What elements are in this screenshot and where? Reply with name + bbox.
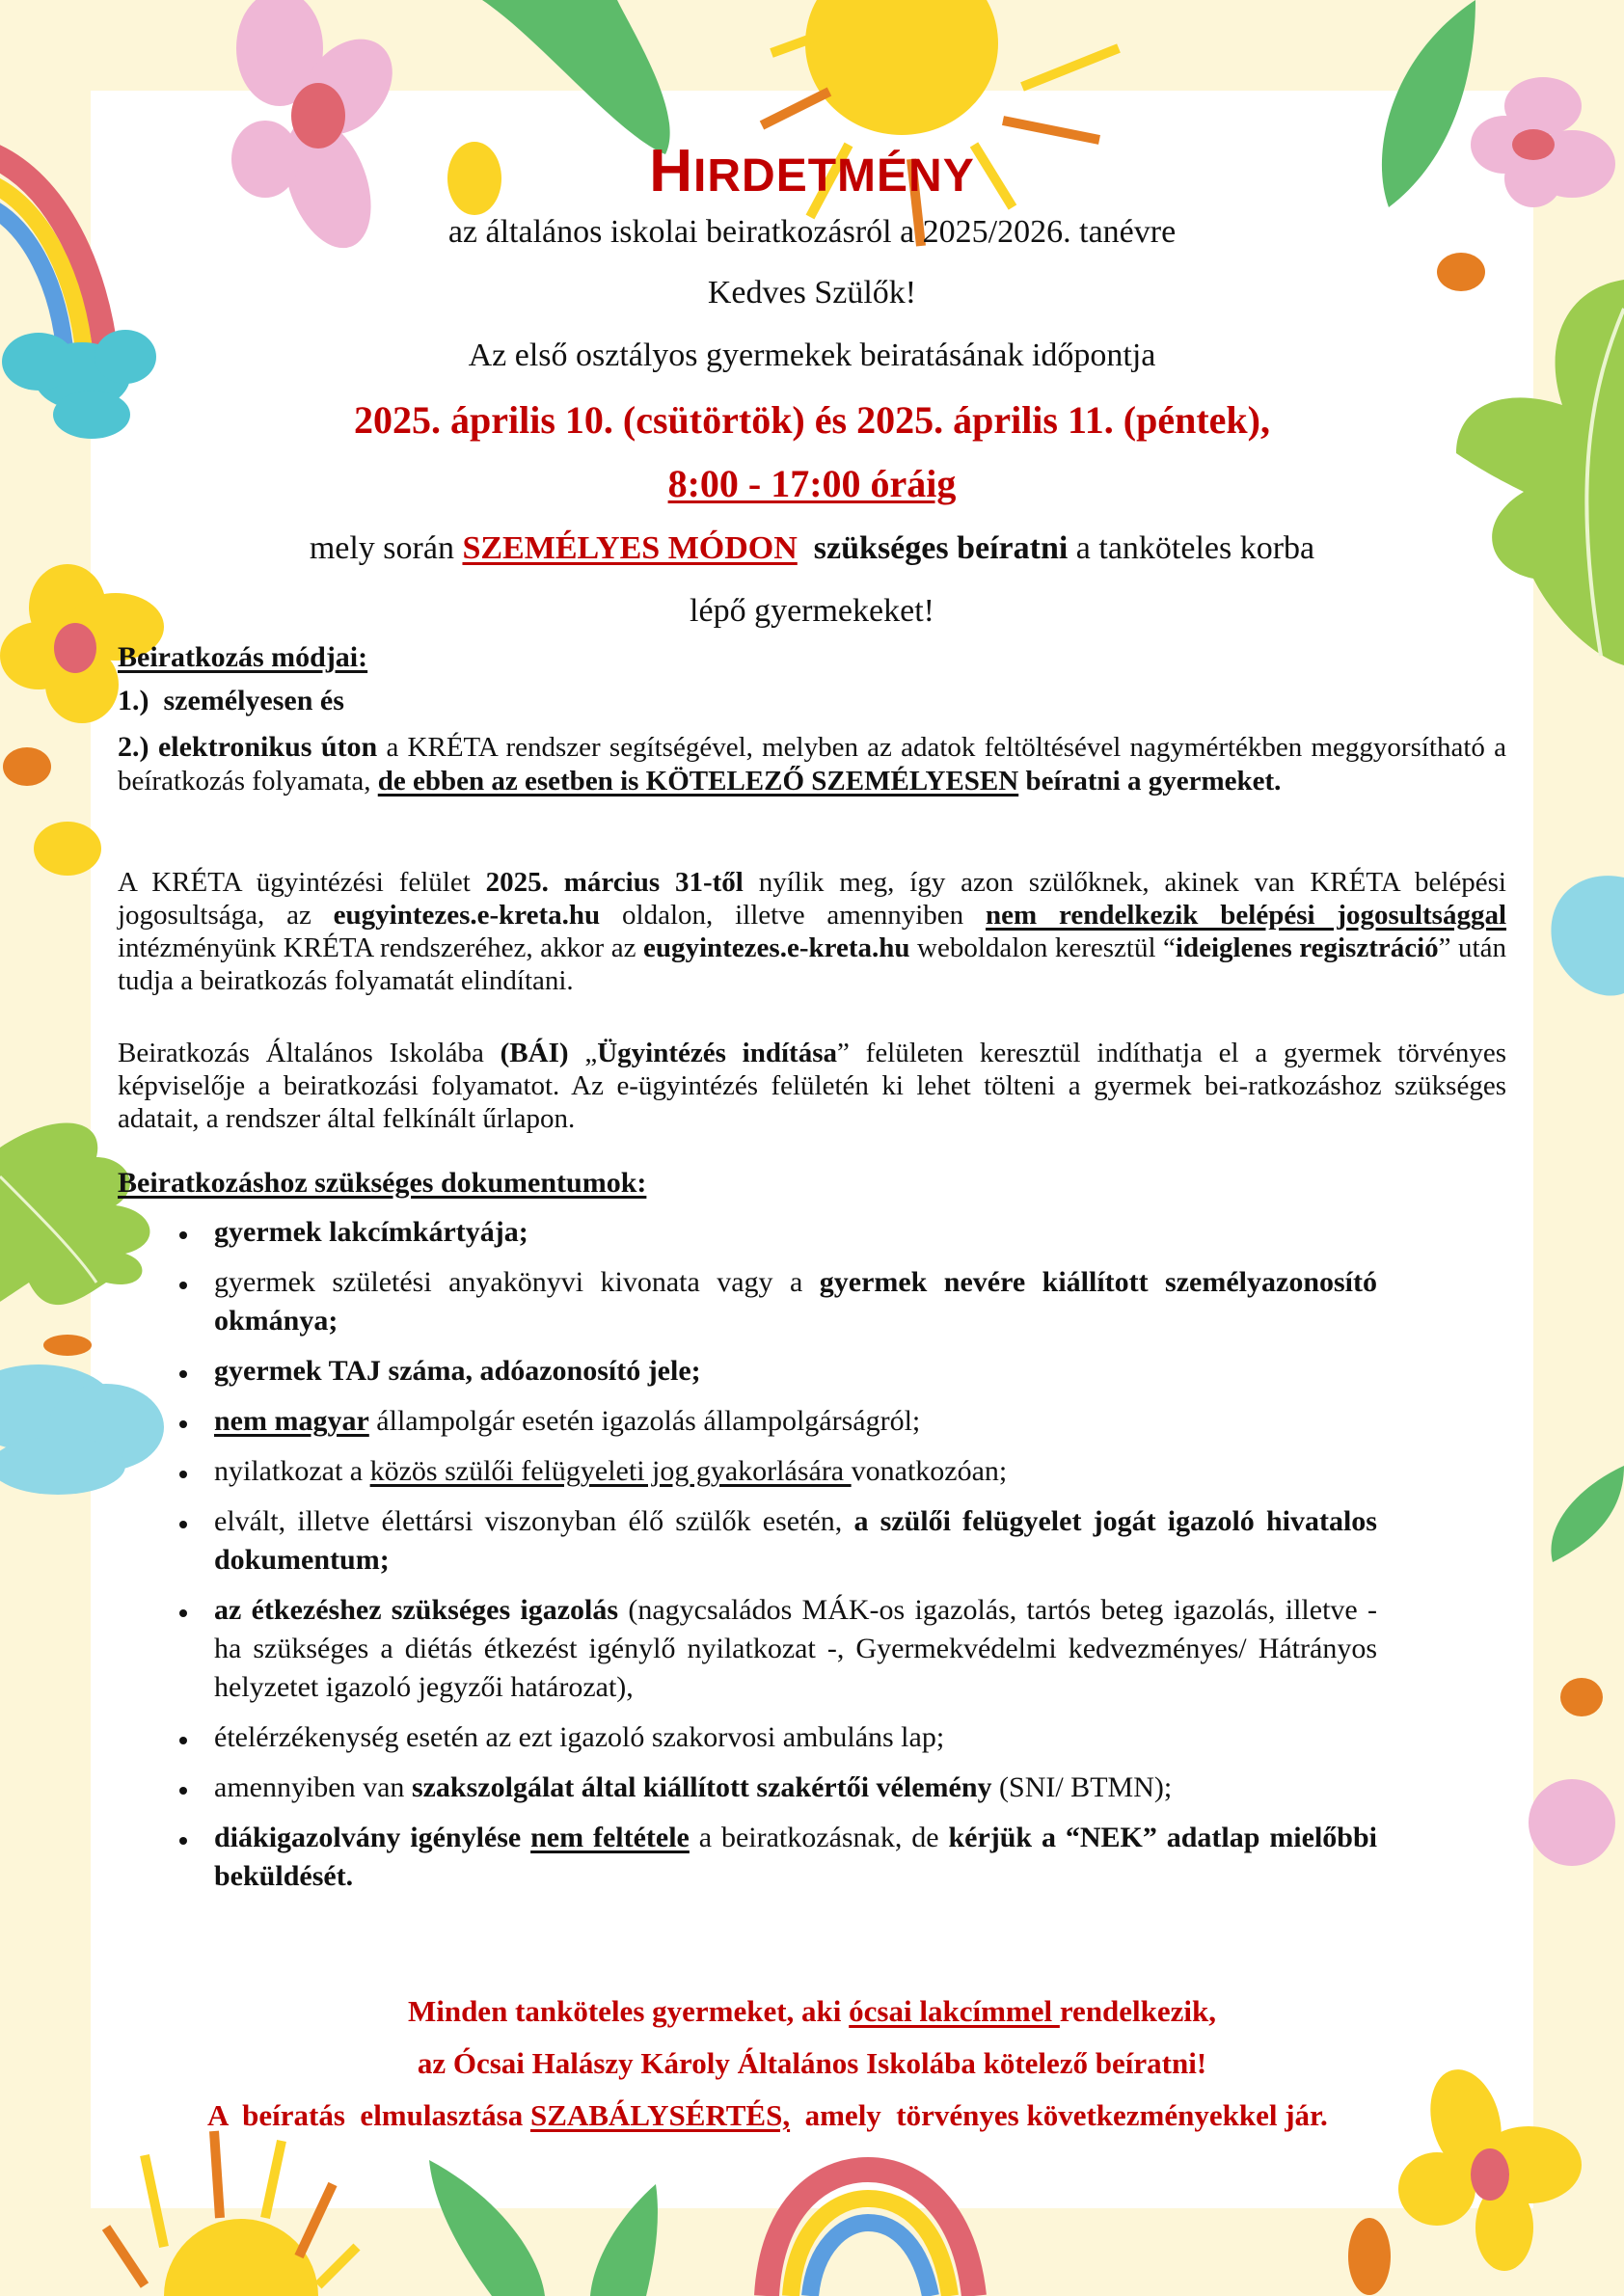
text-segment: „	[568, 1038, 598, 1068]
text-segment: ” után tudja a beiratkozás folyamatát elindítani.	[118, 932, 1506, 996]
personal-mode-emphasis: SZEMÉLYES MÓDON	[462, 530, 798, 566]
text-segment: ételérzékenység esetén az ezt igazoló szakorvosi ambuláns lap;	[214, 1721, 945, 1753]
violation-emphasis: SZABÁLYSÉRTÉS,	[529, 2098, 791, 2132]
enrollment-hours	[0, 461, 1624, 506]
footer-line-3: A beíratás elmulasztása SZABÁLYSÉRTÉS, amely törvényes következményekkel jár.	[207, 2098, 1328, 2132]
bai-paragraph	[118, 1037, 1506, 1135]
document-item	[214, 1591, 1377, 1707]
document-item	[214, 1213, 1377, 1252]
text-segment: eugyintezes.e-kreta.hu	[333, 900, 601, 931]
text-segment: gyermek születési anyakönyvi kivonata vagy a	[214, 1266, 820, 1298]
page-title: HIRDETMÉNY	[649, 138, 975, 204]
text-segment: nem rendelkezik belépési jogosultsággal	[985, 900, 1507, 931]
text-segment: elvált, illetve élettársi viszonyban élő szülők esetén,	[214, 1505, 854, 1537]
document-item	[214, 1769, 1377, 1807]
text-segment: (SNI/ BTMN);	[991, 1771, 1173, 1803]
text-segment: Beiratkozás Általános Iskolába	[118, 1038, 501, 1068]
text-segment: közös szülői felügyeleti jog gyakorlására	[369, 1455, 852, 1487]
text-segment: állampolgár esetén igazolás állampolgárságról;	[368, 1405, 921, 1437]
hours-text: 8:00 - 17:00 óráig	[667, 462, 957, 505]
method-2: 2.) elektronikus úton a KRÉTA rendszer segítségével, melyben az adatok feltöltésével nagymértékben meggyorsítható a beíratkozás folyamata, de ebben az esetben is KÖTELEZŐ SZEMÉLYESEN beíratni a gyermeket.	[118, 731, 1506, 797]
text-segment: nem magyar	[214, 1405, 369, 1437]
text-segment: nem feltétele	[530, 1822, 690, 1853]
text-segment: a beiratkozásnak, de	[689, 1822, 949, 1853]
text-segment: Ügyintézés indítása	[597, 1038, 837, 1068]
text-segment: vonatkozóan;	[851, 1455, 1008, 1487]
text-segment: oldalon, illetve amennyiben	[600, 900, 986, 931]
greeting: Kedves Szülők!	[707, 275, 917, 311]
lead-text: Az első osztályos gyermekek beiratásának időpontja	[468, 338, 1156, 373]
footer-line-2: az Ócsai Halászy Károly Általános Iskolába kötelező beíratni!	[417, 2046, 1207, 2080]
text-segment: (nagycsaládos MÁK-os igazolás, tartós beteg igazolás, illetve - ha szükséges a diétás étkezést igénylő nyilatkozat -, Gyermekvédelmi kedvezményes/ Hátrányos helyzetet igazoló jegyzői határozat),	[214, 1594, 1377, 1703]
documents-heading: Beiratkozáshoz szükséges dokumentumok:	[118, 1167, 647, 1199]
text-segment: kérjük a “NEK” adatlap mielőbbi beküldését.	[214, 1822, 1377, 1892]
enrollment-dates: 2025. április 10. (csütörtök) és 2025. április 11. (péntek),	[354, 398, 1270, 442]
personal-enrollment-line-2: lépő gyermekeket!	[690, 593, 934, 629]
document-item	[214, 1452, 1377, 1491]
footer-line-1: Minden tanköteles gyermeket, aki ócsai lakcímmel rendelkezik,	[407, 1994, 1217, 2028]
mandatory-notice: de ebben az esetben is KÖTELEZŐ SZEMÉLYESEN	[377, 766, 1019, 797]
text-segment: szakszolgálat által kiállított szakértői vélemény	[411, 1771, 992, 1803]
text-segment: a szülői felügyelet jogát igazoló hivatalos dokumentum;	[214, 1505, 1377, 1576]
personal-enrollment-line: mely során SZEMÉLYES MÓDON szükséges beíratni a tanköteles korba	[309, 530, 1315, 566]
text-segment: gyermek TAJ száma, adóazonosító jele;	[214, 1355, 701, 1387]
document-item	[214, 1718, 1377, 1757]
text-segment: ” felületen keresztül indíthatja el a gyermek törvényes képviselője a beiratkozási folyamatot. Az e-ügyintézés felületén ki lehet tölteni a gyermek bei-ratkozáshoz szükséges adatait, a rendszer által felkínált űrlapon.	[118, 1038, 1507, 1134]
text-segment: amennyiben van	[214, 1771, 412, 1803]
documents-list	[214, 1213, 1377, 1896]
text-segment: az étkezéshez szükséges igazolás	[214, 1594, 619, 1626]
document-item	[214, 1819, 1377, 1896]
document-item	[214, 1263, 1377, 1340]
kreta-paragraph	[118, 866, 1506, 997]
document-item	[214, 1352, 1377, 1391]
text-segment: ideiglenes regisztráció	[1175, 932, 1439, 963]
document-item	[214, 1502, 1377, 1580]
text-segment: nyilatkozat a	[214, 1455, 370, 1487]
text-segment: (BÁI)	[500, 1038, 569, 1068]
address-emphasis: ócsai lakcímmel	[849, 1994, 1060, 2028]
text-segment: 2025. március 31-től	[485, 867, 744, 898]
text-segment: gyermek lakcímkártyája;	[214, 1216, 528, 1248]
text-segment: nyílik meg, így azon szülőknek, akinek van KRÉTA belépési jogosultsága, az	[118, 867, 1506, 931]
text-segment: intézményünk KRÉTA rendszeréhez, akkor az	[118, 932, 643, 963]
document-item	[214, 1402, 1377, 1441]
text-segment: diákigazolvány igénylése	[214, 1822, 531, 1853]
text-segment: eugyintezes.e-kreta.hu	[642, 932, 910, 963]
method-1: 1.) személyesen és	[118, 685, 344, 716]
subtitle: az általános iskolai beiratkozásról a 2025/2026. tanévre	[447, 214, 1177, 250]
text-segment: weboldalon keresztül “	[909, 932, 1176, 963]
methods-heading: Beiratkozás módjai:	[118, 641, 368, 673]
text-segment: A KRÉTA ügyintézési felület	[118, 867, 486, 898]
text-segment: gyermek nevére kiállított személyazonosító okmánya;	[214, 1266, 1378, 1337]
